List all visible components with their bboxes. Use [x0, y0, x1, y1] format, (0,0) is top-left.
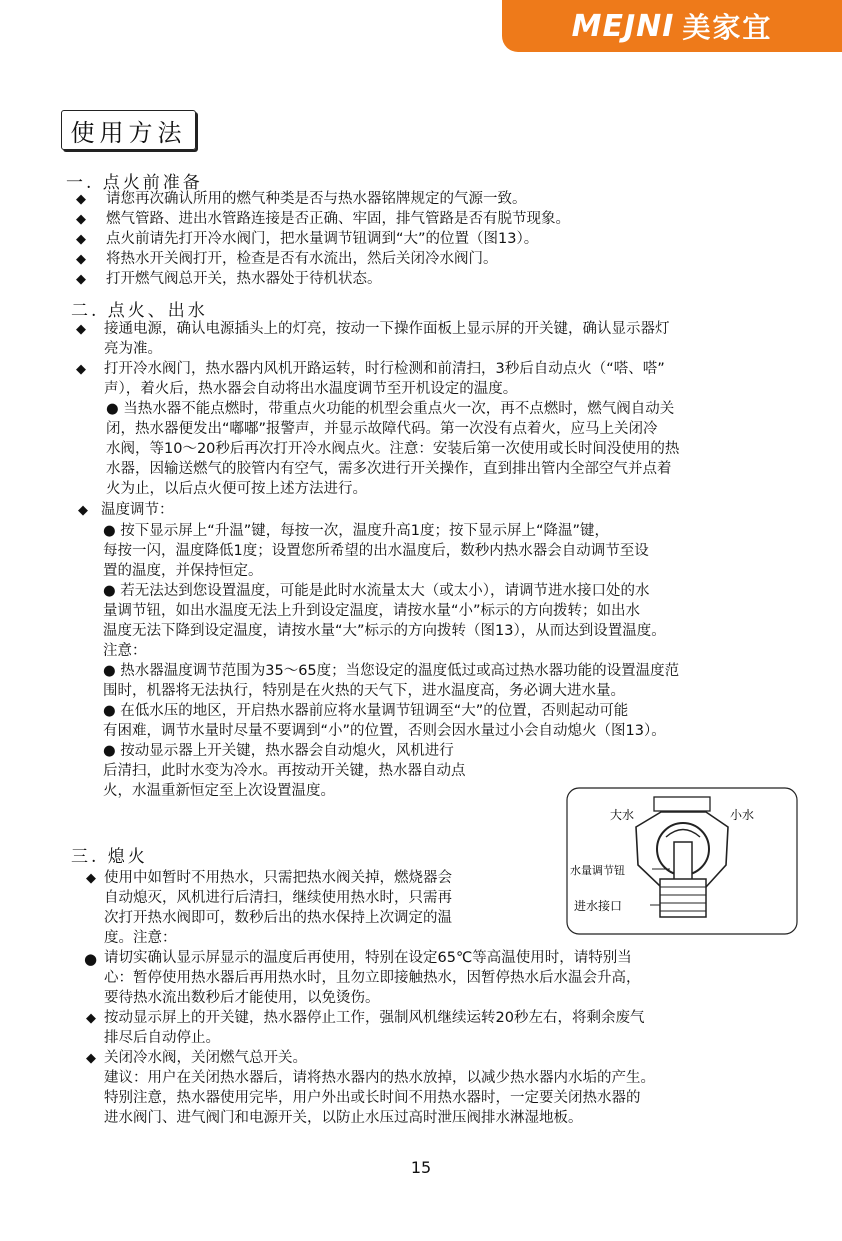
text-line: 水器，因输送燃气的胶管内有空气，需多次进行开关操作，直到排出管内全部空气并点着 — [106, 461, 672, 477]
text-line: ● 按下显示屏上“升温”键，每按一次，温度升高1度；按下显示屏上“降温”键， — [103, 523, 610, 539]
label-inlet: 进水接口 — [574, 899, 623, 913]
text-line: 度。注意： — [104, 930, 177, 946]
text-line: 火为止，以后点火便可按上述方法进行。 — [106, 481, 367, 497]
text-line: 水阀，等10～20秒后再次打开冷水阀点火。注意：安装后第一次使用或长时间没使用的热 — [106, 441, 680, 457]
text-line: 温度无法下降到设定温度，请按水量“大”标示的方向拨转（图13），从而达到设置温度。 — [103, 623, 666, 639]
text-line: 按动显示屏上的开关键，热水器停止工作，强制风机继续运转20秒左右，将剩余废气 — [104, 1010, 645, 1026]
text-line: 置的温度，并保持恒定。 — [103, 563, 263, 579]
knob-handle — [674, 842, 692, 882]
text-line: ● 在低水压的地区，开启热水器前应将水量调节钮调至“大”的位置，否则起动可能 — [103, 703, 629, 719]
text-line: 使用中如暂时不用热水，只需把热水阀关掉，燃烧器会 — [104, 870, 452, 886]
text-line: 请切实确认显示屏显示的温度后再使用，特别在设定65℃等高温使用时，请特别当 — [104, 950, 632, 966]
text-line: 有困难，调节水量时尽量不要调到“小”的位置，否则会因水量过小会自动熄火（图13）。 — [103, 723, 666, 739]
text-line: 次打开热水阀即可，数秒后出的热水保持上次调定的温 — [104, 910, 452, 926]
section-1-heading: 一. 点火前准备 — [66, 173, 203, 193]
diamond-icon: ◆ — [76, 232, 86, 247]
text-line: 围时，机器将无法执行，特别是在火热的天气下，进水温度高，务必调大进水量。 — [103, 683, 625, 699]
text-line: 火，水温重新恒定至上次设置温度。 — [103, 783, 335, 799]
text-line: 建议：用户在关闭热水器后，请将热水器内的热水放掉，以减少热水器内水垢的产生。 — [104, 1070, 655, 1086]
text-line: ● 若无法达到您设置温度，可能是此时水流量太大（或太小），请调节进水接口处的水 — [103, 583, 650, 599]
diamond-icon: ◆ — [76, 212, 86, 227]
bullet-icon: ● — [84, 950, 98, 968]
diamond-icon: ◆ — [76, 322, 86, 337]
text-line: 声），着火后，热水器会自动将出水温度调节至开机设定的温度。 — [104, 381, 518, 397]
text-line: 心：暂停使用热水器后再用热水时，且勿立即接触热水，因暂停热水后水温会升高， — [104, 970, 641, 986]
text-line: 量调节钮，如出水温度无法上升到设定温度，请按水量“小”标示的方向拨转；如出水 — [103, 603, 641, 619]
diamond-icon: ◆ — [86, 871, 96, 886]
text-line: ● 按动显示器上开关键，热水器会自动熄火，风机进行 — [103, 743, 454, 759]
text-line: 自动熄灭，风机进行后清扫，继续使用热水时，只需再 — [104, 890, 452, 906]
list-item: 燃气管路、进出水管路连接是否正确、牢固，排气管路是否有脱节现象。 — [106, 211, 570, 227]
label-big-water: 大水 — [610, 808, 635, 822]
page-number: 15 — [410, 1158, 432, 1177]
title-box — [61, 110, 196, 150]
diamond-icon: ◆ — [76, 252, 86, 267]
text-line: 注意： — [103, 643, 147, 659]
brand-name: 美家宜 — [682, 11, 773, 44]
text-line: 后清扫，此时水变为冷水。再按动开关键，热水器自动点 — [103, 763, 466, 779]
diamond-icon: ◆ — [76, 192, 86, 207]
list-item: 请您再次确认所用的燃气种类是否与热水器铭牌规定的气源一致。 — [106, 191, 527, 207]
list-item: 将热水开关阀打开，检查是否有水流出，然后关闭冷水阀门。 — [106, 251, 498, 267]
text-line: 排尽后自动停止。 — [104, 1030, 220, 1046]
text-line: ● 当热水器不能点燃时，带重点火功能的机型会重点火一次，再不点燃时，燃气阀自动关 — [106, 401, 675, 417]
list-item: 打开燃气阀总开关，热水器处于待机状态。 — [106, 271, 382, 287]
diamond-icon: ◆ — [76, 272, 86, 287]
water-valve-diagram — [566, 787, 798, 935]
pipe-top — [654, 797, 710, 811]
section-3-heading: 三. 熄火 — [71, 847, 148, 867]
label-knob: 水量调节钮 — [570, 864, 625, 877]
diamond-icon: ◆ — [78, 503, 88, 518]
text-line: 关闭冷水阀，关闭燃气总开关。 — [104, 1050, 307, 1066]
page-title: 使用方法 — [70, 118, 187, 147]
text-line: 进水阀门、进气阀门和电源开关，以防止水压过高时泄压阀排水淋湿地板。 — [104, 1110, 583, 1126]
text-line: 要待热水流出数秒后才能使用，以免烫伤。 — [104, 990, 380, 1006]
text-line: 打开冷水阀门，热水器内风机开路运转，时行检测和前清扫，3秒后自动点火（“嗒、嗒” — [104, 361, 665, 377]
text-line: 亮为准。 — [104, 341, 162, 357]
text-line: 接通电源，确认电源插头上的灯亮，按动一下操作面板上显示屏的开关键，确认显示器灯 — [104, 321, 670, 337]
diamond-icon: ◆ — [76, 362, 86, 377]
label-small-water: 小水 — [730, 808, 755, 822]
brand-logo: MEJNI — [571, 8, 675, 44]
section-2-heading: 二. 点火、出水 — [71, 301, 208, 321]
diamond-icon: ◆ — [86, 1051, 96, 1066]
text-line: 温度调节： — [101, 502, 174, 518]
diamond-icon: ◆ — [86, 1011, 96, 1026]
brand-header — [502, 0, 842, 52]
text-line: 闭，热水器便发出“嘟嘟”报警声，并显示故障代码。第一次没有点着火，应马上关闭冷 — [106, 421, 658, 437]
text-line: ● 热水器温度调节范围为35～65度；当您设定的温度低过或高过热水器功能的设置温度范 — [103, 663, 680, 679]
list-item: 点火前请先打开冷水阀门，把水量调节钮调到“大”的位置（图13）。 — [106, 231, 539, 247]
text-line: 每按一闪，温度降低1度；设置您所希望的出水温度后，数秒内热水器会自动调节至设 — [103, 543, 649, 559]
text-line: 特别注意，热水器使用完毕，用户外出或长时间不用热水器时，一定要关闭热水器的 — [104, 1090, 641, 1106]
